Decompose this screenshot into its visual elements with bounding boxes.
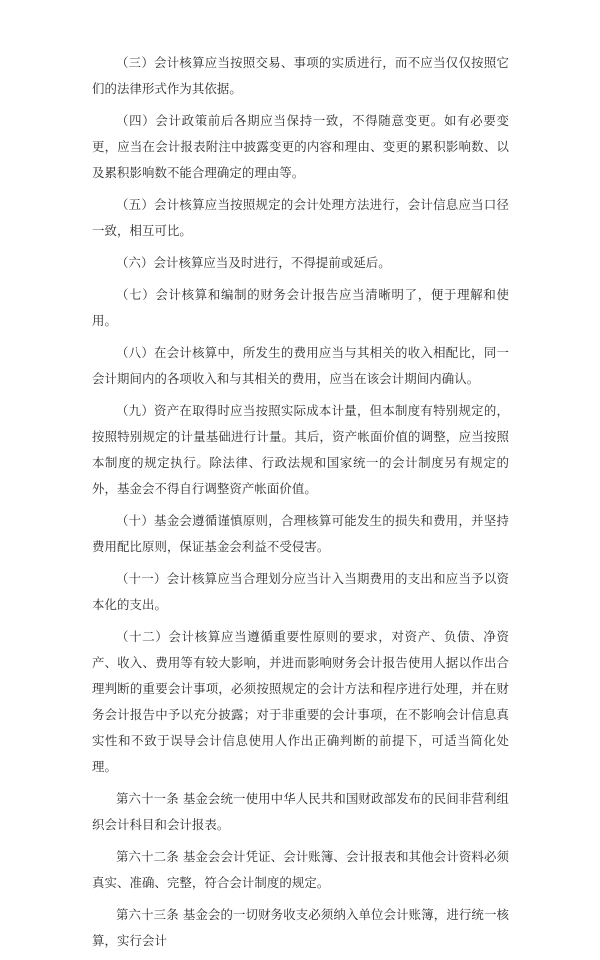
paragraph-12: （十二）会计核算应当遵循重要性原则的要求，对资产、负债、净资产、收入、费用等有较大影响，并进而影响财务会计报告使用人据以作出合理判断的重要会计事项，必须按照规定的会计方法和程序进行处理，并在财务会计报告中予以充分披露；对于非重要的会计事项，在不影响会计信息真实性和不致于误导会计信息使用人作出正确判断的前提下，可适当简化处理。: [92, 629, 509, 774]
document-body: [92, 50, 509, 960]
paragraph-5: （五）会计核算应当按照规定的会计处理方法进行，会计信息应当口径一致，相互可比。: [92, 197, 509, 238]
paragraph-6: （六）会计核算应当及时进行，不得提前或延后。: [116, 255, 391, 270]
paragraph-8: （八）在会计核算中，所发生的费用应当与其相关的收入相配比，同一会计期间内的各项收入和与其相关的费用，应当在该会计期间内确认。: [92, 345, 509, 386]
article-63: 第六十三条 基金会的一切财务收支必须纳入单位会计账簿，进行统一核算，实行会计: [92, 907, 509, 948]
paragraph-10: （十）基金会遵循谨慎原则，合理核算可能发生的损失和费用，并坚持费用配比原则，保证基金会利益不受侵害。: [92, 513, 509, 554]
paragraph-9: （九）资产在取得时应当按照实际成本计量，但本制度有特别规定的，按照特别规定的计量基础进行计量。其后，资产帐面价值的调整，应当按照本制度的规定执行。除法律、行政法规和国家统一的会计制度另有规定的外，基金会不得自行调整资产帐面价值。: [92, 403, 509, 496]
paragraph-4: （四）会计政策前后各期应当保持一致，不得随意变更。如有必要变更，应当在会计报表附注中披露变更的内容和理由、变更的累积影响数、以及累积影响数不能合理确定的理由等。: [92, 113, 509, 180]
article-62: 第六十二条 基金会会计凭证、会计账簿、会计报表和其他会计资料必须真实、准确、完整，符合会计制度的规定。: [92, 849, 509, 890]
paragraph-7: （七）会计核算和编制的财务会计报告应当清晰明了，便于理解和使用。: [92, 287, 509, 328]
paragraph-3: （三）会计核算应当按照交易、事项的实质进行，而不应当仅仅按照它们的法律形式作为其依据。: [92, 55, 509, 96]
article-61: 第六十一条 基金会统一使用中华人民共和国财政部发布的民间非营利组织会计科目和会计报表。: [92, 791, 509, 832]
paragraph-11: （十一）会计核算应当合理划分应当计入当期费用的支出和应当予以资本化的支出。: [92, 571, 509, 612]
